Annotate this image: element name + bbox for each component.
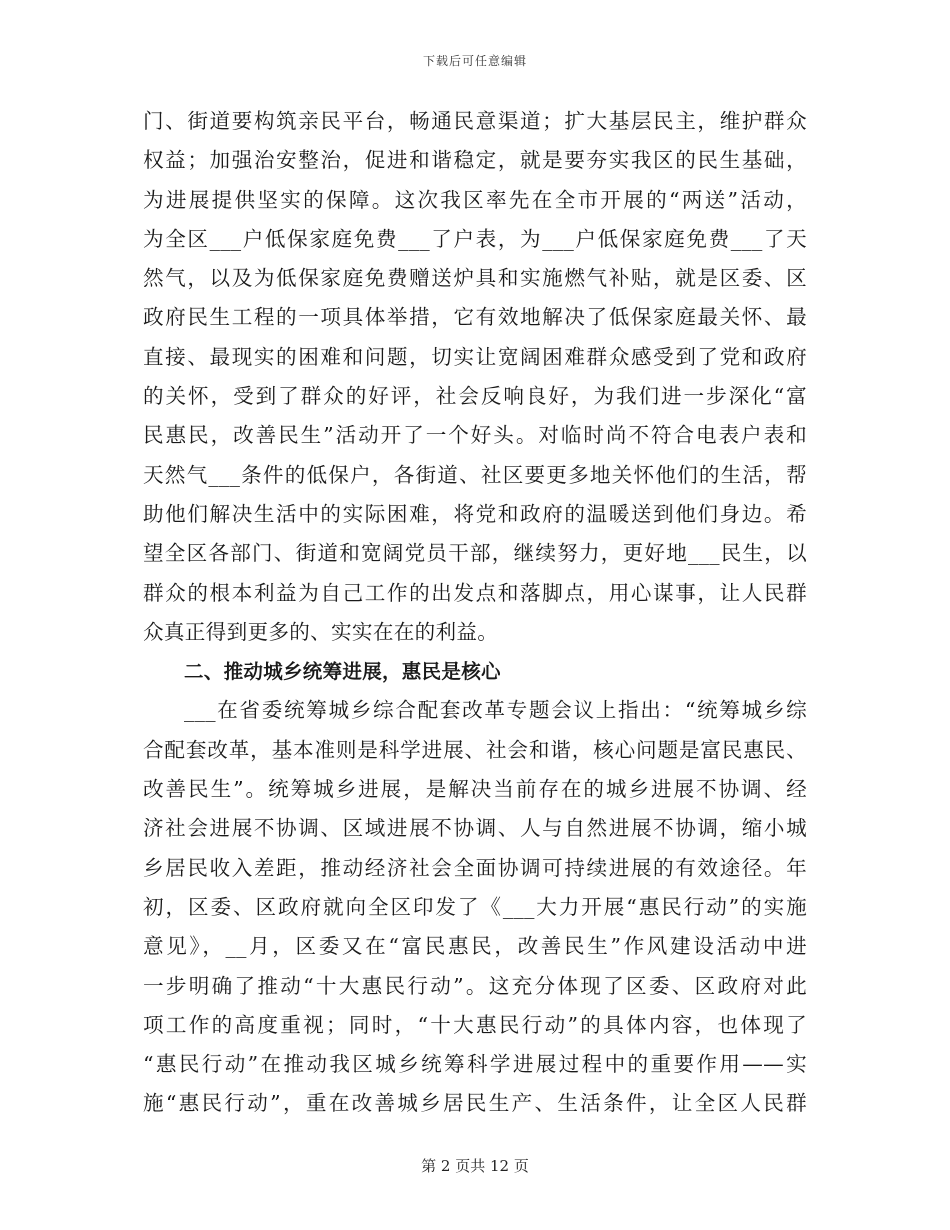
body-line: 为进展提供坚实的保障。这次我区率先在全市开展的“两送”活动， xyxy=(143,187,807,212)
body-line: 为全区___户低保家庭免费___了户表，为___户低保家庭免费___了天 xyxy=(143,226,807,251)
page-footer: 第 2 页共 12 页 xyxy=(421,1157,529,1175)
body-line: 望全区各部门、街道和宽阔党员干部，继续努力，更好地___民生，以 xyxy=(143,541,807,566)
body-line: 助他们解决生活中的实际困难，将党和政府的温暖送到他们身边。希 xyxy=(143,501,807,526)
section-heading: 二、推动城乡统筹进展，惠民是核心 xyxy=(184,660,501,684)
body-line: ___在省委统筹城乡综合配套改革专题会议上指出：“统筹城乡综 xyxy=(184,698,807,723)
body-line: 政府民生工程的一项具体举措，它有效地解决了低保家庭最关怀、最 xyxy=(143,305,807,330)
body-line: 合配套改革，基本准则是科学进展、社会和谐，核心问题是富民惠民、 xyxy=(143,737,807,762)
body-line: 一步明确了推动“十大惠民行动”。这充分体现了区委、区政府对此 xyxy=(143,973,807,998)
body-line: 意见》，__月，区委又在“富民惠民，改善民生”作风建设活动中进 xyxy=(143,934,807,959)
body-line: “惠民行动”在推动我区城乡统筹科学进展过程中的重要作用——实 xyxy=(143,1052,807,1077)
body-line: 施“惠民行动”，重在改善城乡居民生产、生活条件，让全区人民群 xyxy=(143,1091,807,1116)
body-line: 济社会进展不协调、区域进展不协调、人与自然进展不协调，缩小城 xyxy=(143,816,807,841)
body-line: 民惠民，改善民生”活动开了一个好头。对临时尚不符合电表户表和 xyxy=(143,423,807,448)
body-line: 初，区委、区政府就向全区印发了《___大力开展“惠民行动”的实施 xyxy=(143,894,807,919)
page-header: 下载后可任意编辑 xyxy=(422,54,527,68)
body-line: 项工作的高度重视；同时，“十大惠民行动”的具体内容，也体现了 xyxy=(143,1012,807,1037)
body-line: 众真正得到更多的、实实在在的利益。 xyxy=(143,619,499,644)
document-body xyxy=(143,102,807,1124)
body-line: 改善民生”。统筹城乡进展，是解决当前存在的城乡进展不协调、经 xyxy=(143,777,807,802)
body-line: 群众的根本利益为自己工作的出发点和落脚点，用心谋事，让人民群 xyxy=(143,580,807,605)
body-line: 乡居民收入差距，推动经济社会全面协调可持续进展的有效途径。年 xyxy=(143,855,807,880)
body-line: 门、街道要构筑亲民平台，畅通民意渠道；扩大基层民主，维护群众 xyxy=(143,109,807,133)
body-line: 天然气___条件的低保户，各街道、社区要更多地关怀他们的生活，帮 xyxy=(143,462,807,487)
body-line: 权益；加强治安整治，促进和谐稳定，就是要夯实我区的民生基础， xyxy=(143,148,807,173)
body-line: 然气，以及为低保家庭免费赠送炉具和实施燃气补贴，就是区委、区 xyxy=(143,266,807,291)
body-line: 的关怀，受到了群众的好评，社会反响良好，为我们进一步深化“富 xyxy=(143,384,807,409)
body-line: 直接、最现实的困难和问题，切实让宽阔困难群众感受到了党和政府 xyxy=(143,344,807,369)
